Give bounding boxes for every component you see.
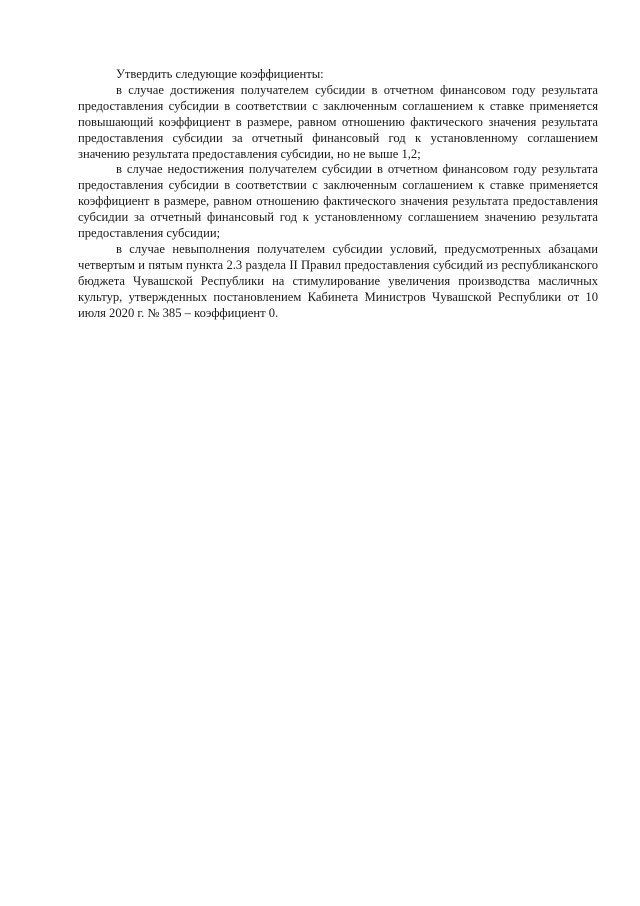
intro-paragraph: Утвердить следующие коэффициенты: <box>116 67 324 81</box>
document-body <box>78 67 598 322</box>
paragraph-coefficient-not-achieved: в случае недостижения получателем субсидии в отчетном финансовом году результата предоставления субсидии в соответствии с заключенным соглашением к ставке применяется коэффициент в размере, равном отношению фактического значения результата предоставления субсидии за отчетный финансовый год к установленному соглашением значению результата предоставления субсидии; <box>78 162 598 241</box>
paragraph-increasing-coefficient: в случае достижения получателем субсидии в отчетном финансовом году результата предоставления субсидии в соответствии с заключенным соглашением к ставке применяется повышающий коэффициент в размере, равном отношению фактического значения результата предоставления субсидии за отчетный финансовый год к установленному соглашением значению результата предоставления субсидии, но не выше 1,2; <box>78 82 598 161</box>
paragraph-zero-coefficient: в случае невыполнения получателем субсидии условий, предусмотренных абзацами четвертым и пятым пункта 2.3 раздела II Правил предоставления субсидий из республиканского бюджета Чувашской Республики на стимулирование увеличения производства масличных культур, утвержденных постановлением Кабинета Министров Чувашской Республики от 10 июля 2020 г. № 385 – коэффициент 0. <box>78 241 598 320</box>
